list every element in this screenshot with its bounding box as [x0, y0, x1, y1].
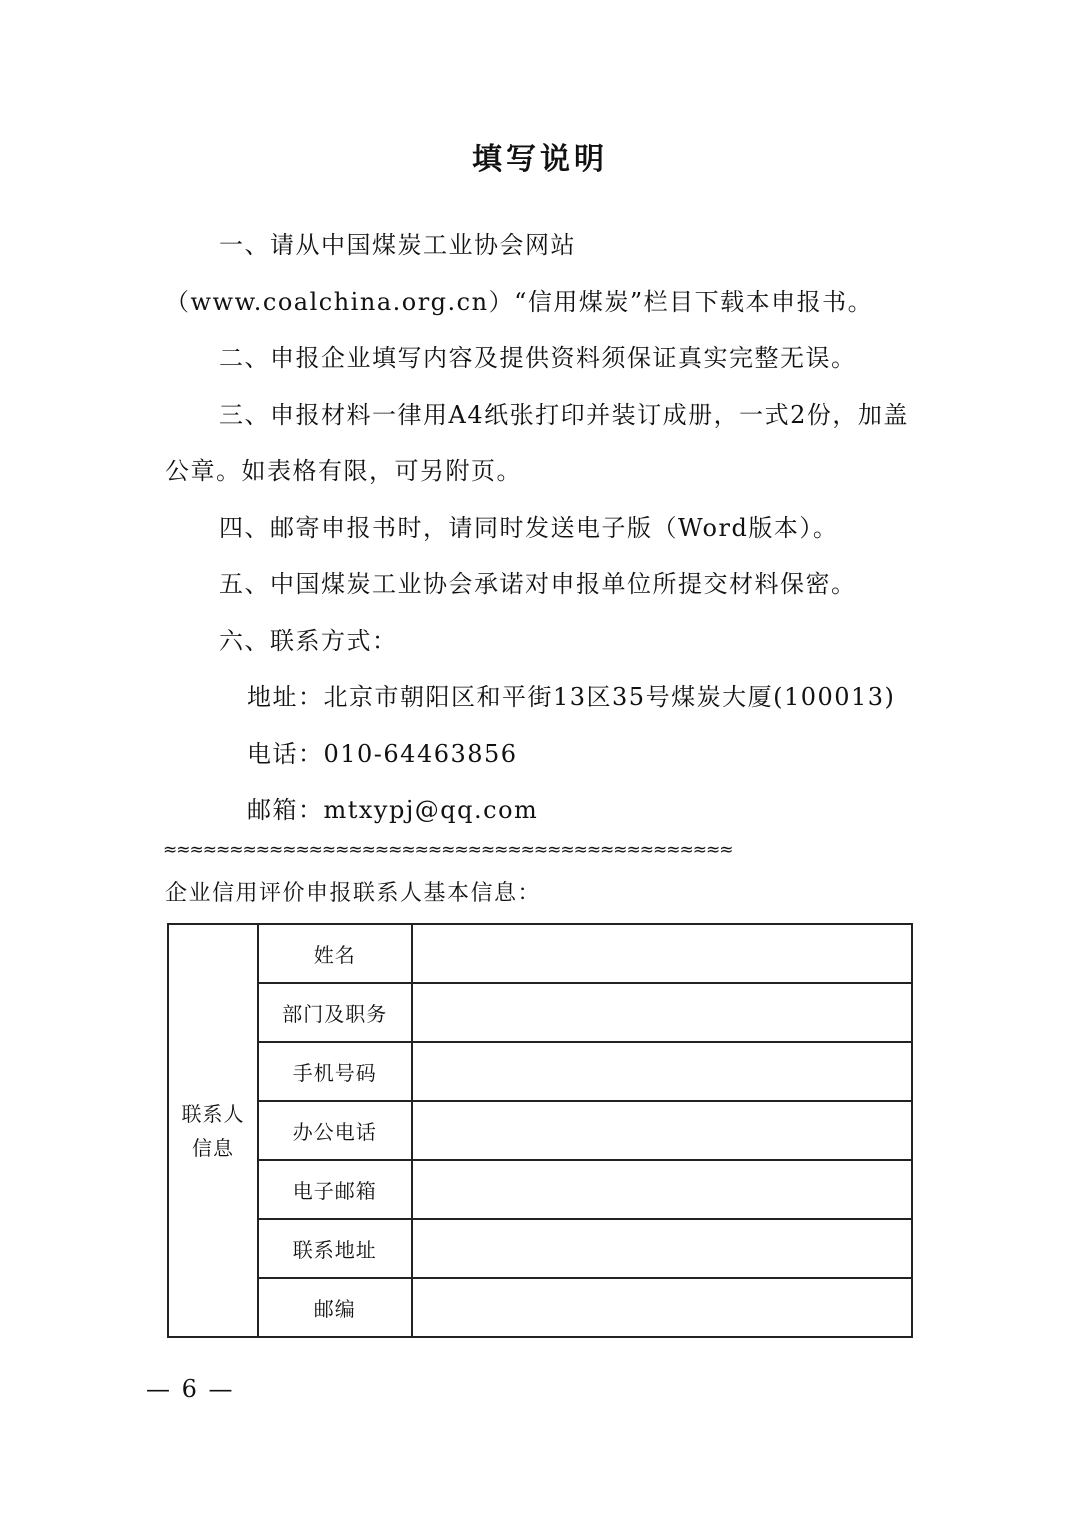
row-label-postcode: 邮编 [258, 1278, 412, 1337]
table-row [168, 983, 912, 1042]
row-label-address: 联系地址 [258, 1219, 412, 1278]
instruction-item-5: 五、中国煤炭工业协会承诺对申报单位所提交材料保密。 [219, 570, 857, 598]
value-field-mobile[interactable] [412, 1042, 912, 1101]
instruction-item-3: 三、申报材料一律用A4纸张打印并装订成册，一式2份，加盖公章。如表格有限，可另附页。 [165, 400, 909, 485]
table-row [168, 1219, 912, 1278]
value-field-name[interactable] [412, 924, 912, 983]
page-title: 填写说明 [472, 142, 608, 177]
value-field-address[interactable] [412, 1219, 912, 1278]
table-heading: 企业信用评价申报联系人基本信息： [165, 881, 542, 906]
wavy-divider: ≈≈≈≈≈≈≈≈≈≈≈≈≈≈≈≈≈≈≈≈≈≈≈≈≈≈≈≈≈≈≈≈≈≈≈≈≈≈≈≈≈≈≈ [163, 840, 733, 860]
table-row [168, 924, 912, 983]
instructions-section [165, 217, 925, 839]
contact-email: 邮箱：mtxypj@qq.com [247, 796, 539, 824]
instruction-item-4: 四、邮寄申报书时，请同时发送电子版（Word版本）。 [219, 513, 839, 542]
row-label-mobile: 手机号码 [258, 1042, 412, 1101]
instruction-item-1: 一、请从中国煤炭工业协会网站（www.coalchina.org.cn）“信用煤炭”栏目下载本申报书。 [165, 231, 874, 316]
group-label-cell [168, 924, 258, 1337]
row-label-email: 电子邮箱 [258, 1160, 412, 1219]
value-field-department[interactable] [412, 983, 912, 1042]
contact-address: 地址：北京市朝阳区和平街13区35号煤炭大厦(100013) [247, 683, 896, 711]
row-label-name: 姓名 [258, 924, 412, 983]
instruction-item-6: 六、联系方式： [219, 626, 398, 655]
table-row [168, 1101, 912, 1160]
value-field-email[interactable] [412, 1160, 912, 1219]
row-label-office-phone: 办公电话 [258, 1101, 412, 1160]
table-row [168, 1278, 912, 1337]
instruction-item-2: 二、申报企业填写内容及提供资料须保证真实完整无误。 [219, 344, 857, 372]
table-row [168, 1042, 912, 1101]
row-label-department: 部门及职务 [258, 983, 412, 1042]
group-label: 联系人信息 [181, 1101, 245, 1160]
contact-info-table [167, 923, 913, 1338]
value-field-office-phone[interactable] [412, 1101, 912, 1160]
table-row [168, 1160, 912, 1219]
contact-phone: 电话：010-64463856 [247, 739, 518, 768]
value-field-postcode[interactable] [412, 1278, 912, 1337]
page-number: — 6 — [146, 1375, 235, 1403]
